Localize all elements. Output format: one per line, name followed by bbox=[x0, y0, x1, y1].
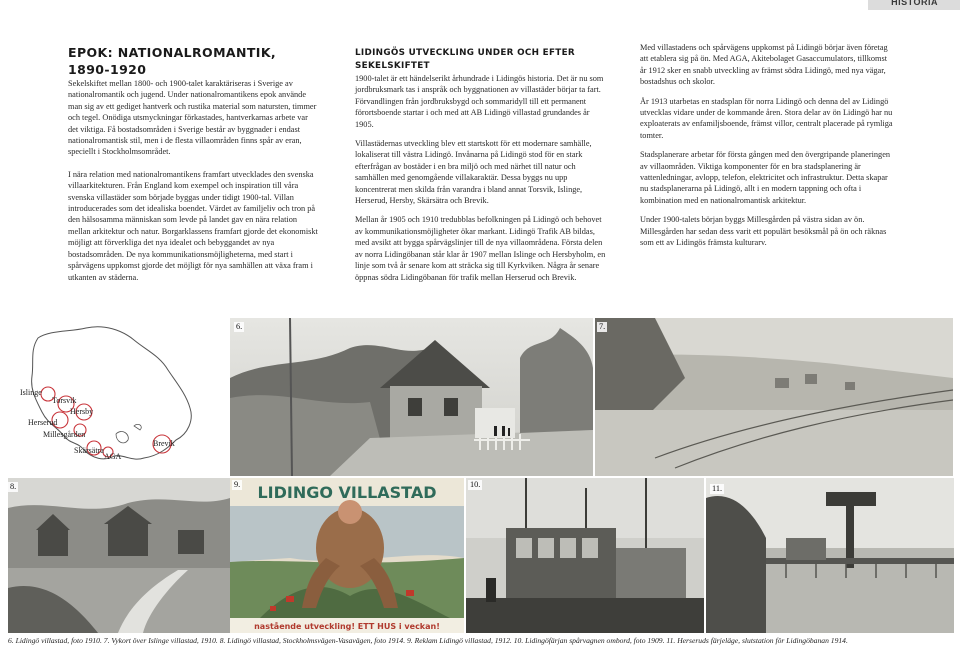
poster-title: LIDINGO VILLASTAD bbox=[257, 483, 437, 502]
epok-intro: Sekelskiftet mellan 1800- och 1900-talet karaktäriseras i Sverige av nationalromantik och jugend. Under nationalromantikens epok använde man sig av ett gediget hantverk och rustika material som natursten, timmer och tegel. Onödiga utsmyckningar förkastades, hantverkarnas arbete var det viktiga. Få bostadsområden i Sverige består av byggnader i endast nationalromantisk stil, men i de flesta villaområden finns spår av eran, speciellt i Stockholmsområdet. bbox=[68, 79, 317, 157]
column-epok bbox=[68, 44, 318, 291]
map-label-herserud: Herserud bbox=[28, 418, 58, 427]
photo-islinge-postcard bbox=[595, 318, 953, 476]
epok-title-line1: EPOK: NATIONALROMANTIK, bbox=[68, 45, 277, 60]
column-lidingo bbox=[355, 48, 610, 291]
figure-number-10: 10. bbox=[470, 480, 481, 489]
development-paragraph-4: Under 1900-talets början byggs Millesgården på västra sidan av ön. Millesgården har sedan dess varit ett populärt besöksmål på ön och räknas som ett av Lidingös främsta kulturarv. bbox=[640, 215, 887, 248]
section-label: HISTORIA bbox=[891, 0, 938, 7]
development-paragraph-2: År 1913 utarbetas en stadsplan för norra Lidingö och denna del av Lidingö utvecklas vidare under de kommande åren. Stora delar av ön Lidingö har nu exploaterats av enfamiljsboende, främst villor, centralt placerade på rymliga tomter. bbox=[640, 96, 893, 140]
column-development bbox=[640, 42, 895, 257]
figure-number-11: 11. bbox=[712, 484, 723, 493]
lidingo-title-line2: SEKELSKIFTET bbox=[355, 60, 430, 71]
lidingo-paragraph-3: Mellan år 1905 och 1910 tredubblas befolkningen på Lidingö och behovet av kommunikationsmöjligheter ökar markant. Lidingö Trafik AB bildas, med avsikt att bygga spårvägslinjer till de nya villaområdena. Första delen av norra Lidingöbanan står klar år 1907 mellan Islinge och Hersbyholm, en linje som två år senare kom att sträcka sig till Kyrkviken. Några år senare öppnas södra Lidingöbanan för trafik mellan Herserud och Brevik. bbox=[355, 215, 606, 282]
section-tab bbox=[868, 0, 960, 10]
map-label-brevik: Brevik bbox=[153, 439, 175, 448]
lidingo-title-line1: LIDINGÖS UTVECKLING UNDER OCH EFTER bbox=[355, 48, 575, 58]
lidingo-paragraph-2: Villastädernas utveckling blev ett startskott för ett modernare samhälle, lokaliserat till västra Lidingö. Invånarna på Lidingö stod för en stark efterfrågan av bostäder i en bra miljö och med närhet till natur och samhällen med genomgående villakaraktär. Dessa byggs nu upp koncentrerat men skilda från varandra i bland annat Torsvik, Islinge, Herserud, Hersby, Skärsätra och Brevik. bbox=[355, 139, 592, 206]
figure-number-6: 6. bbox=[236, 322, 243, 331]
poster-bottom-text: nastående utveckling! ETT HUS i veckan! bbox=[254, 622, 440, 631]
map-label-skarsatra: Skärsätra bbox=[74, 446, 104, 455]
figure-number-9: 9. bbox=[234, 480, 241, 489]
map-label-torsvik: Torsvik bbox=[52, 396, 77, 405]
epok-title-line2: 1890-1920 bbox=[68, 62, 147, 77]
map-label-aga: AGA bbox=[104, 452, 122, 461]
development-paragraph-3: Stadsplanerare arbetar för första gången med den övergripande planeringen av villaområden. Viktiga komponenter för en bra stadsplanering är vattenledningar, avlopp, telefon, elektricitet och infrastruktur. Detta skapar nu stadsplanerarna på Lidingö, allt i en modern tappning och ofta i kombination med en nationalromantisk arkitektur. bbox=[640, 150, 891, 205]
lidingo-paragraph-1: 1900-talet är ett händelserikt århundrade i Lidingös historia. Det är nu som jordbruksmark tas i anspråk och byggnationen av villastäder börjar ta fart. Förvandlingen från jordbruksbygd och sommaridyll till ett permanent förortsboende startar i och med att AB Lidingö villastad grundandes år 1905. bbox=[355, 74, 604, 129]
figure-caption: 6. Lidingö villastad, foto 1910. 7. Vykort över Islinge villastad, 1910. 8. Lidingö villastad, Stockholmsvägen-Vasavägen, foto 1914. 9. Reklam Lidingö villastad, 1912. 10. Lidingöfärjan spårvagnen ombord, foto 1909. 11. Herseruds färjeläge, slutstation för Lidingöbanan 1914. bbox=[8, 636, 848, 645]
figure-number-7: 7. bbox=[599, 322, 606, 331]
figure-number-8: 8. bbox=[10, 482, 17, 491]
photo-villastad-1910 bbox=[230, 318, 593, 476]
photo-herserud-ferry-1914 bbox=[706, 478, 954, 633]
map-label-islinge: Islinge bbox=[20, 388, 42, 397]
photo-stockholmsvagen-1914 bbox=[8, 478, 230, 633]
poster-lidingo-villastad bbox=[230, 478, 464, 633]
photo-lidingo-ferry-1909 bbox=[466, 478, 704, 633]
epok-paragraph-2: I nära relation med nationalromantikens framfart utvecklades den svenska villaarkitekturen. Från England kom exempel och inspiration till våra svenska villastäder som började byggas under tidigt 1900-tal. Villan introducerades som det idealiska boendet. Värdet av familjeliv och tron på den hälsosamma människan som levde på landet gav en nära relation mellan arkitektur och natur. Borgarklassens framfart gjorde det ekonomiskt möjligt att förverkliga det nya idealet och bebyggandet av nya bostadsområden. De nya kommunikationsmöjligheterna, med start i spårvägens uppkomst gjorde det möjligt för nya samhällen att växa fram i utkanten av städerna. bbox=[68, 169, 318, 282]
lidingo-map bbox=[8, 316, 226, 474]
map-label-hersby: Hersby bbox=[70, 407, 94, 416]
development-paragraph-1: Med villastadens och spårvägens uppkomst på Lidingö börjar även företag att etablera sig på ön. Med AGA, Akitebolaget Gasaccumulators, tillkomst år 1912 sker en snabb utveckling av främst södra Lidingö, med nya vägar, bostadshus och skolor. bbox=[640, 43, 888, 87]
map-label-millesgarden: Millesgården bbox=[43, 430, 86, 439]
